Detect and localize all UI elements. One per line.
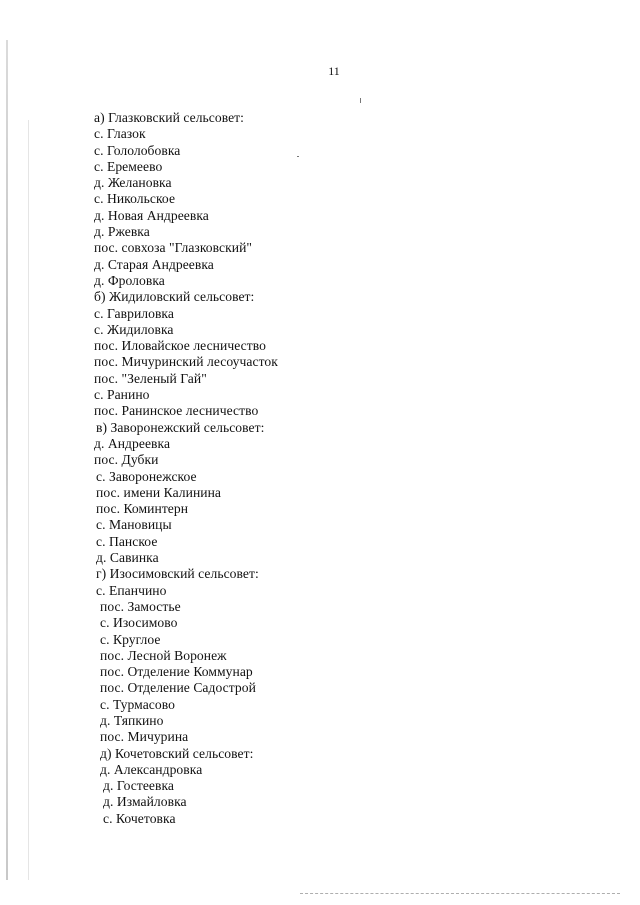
list-item: а) Глазковский сельсовет: bbox=[94, 110, 245, 125]
list-item: пос. Мичуринский лесоучасток bbox=[94, 354, 278, 370]
list-item: д. Новая Андреевка bbox=[94, 207, 209, 223]
page-number: 11 bbox=[328, 64, 340, 78]
list-item: пос. Иловайское лесничество bbox=[94, 338, 266, 354]
list-item: с. Круглое bbox=[100, 631, 161, 647]
list-item: с. Никольское bbox=[94, 191, 176, 207]
list-item: д. Желановка bbox=[94, 175, 172, 191]
list-item: д. Фроловка bbox=[94, 272, 165, 288]
list-item: с. Еремеево bbox=[94, 158, 163, 174]
scan-speck bbox=[297, 156, 299, 157]
list-item: д) Кочетовский сельсовет: bbox=[100, 745, 254, 761]
list-item: с. Изосимово bbox=[100, 615, 178, 631]
list-item: пос. Дубки bbox=[94, 452, 159, 468]
list-item: с. Заворонежское bbox=[96, 468, 197, 484]
list-item: в) Заворонежский сельсовет: bbox=[96, 419, 265, 435]
list-item: с. Ранино bbox=[94, 387, 150, 403]
list-item: г) Изосимовский сельсовет: bbox=[96, 566, 259, 582]
scan-edge-line bbox=[28, 120, 29, 880]
list-item: д. Измайловка bbox=[103, 794, 187, 810]
scan-edge-shadow bbox=[6, 40, 8, 880]
list-item: с. Глазок bbox=[94, 126, 146, 142]
list-item: б) Жидиловский сельсовет: bbox=[94, 289, 255, 305]
list-item: пос. Ранинское лесничество bbox=[94, 403, 259, 419]
list-item: пос. Коминтерн bbox=[96, 501, 189, 517]
list-item: д. Ржевка bbox=[94, 224, 150, 240]
list-item: д. Гостеевка bbox=[103, 778, 175, 794]
list-item: с. Панское bbox=[96, 533, 158, 549]
list-item: с. Турмасово bbox=[100, 696, 175, 712]
list-item: с. Мановицы bbox=[96, 517, 172, 533]
list-item: пос. "Зеленый Гай" bbox=[94, 370, 207, 386]
list-item: с. Епанчино bbox=[96, 582, 167, 598]
list-item: д. Андреевка bbox=[94, 435, 171, 451]
scan-speck bbox=[360, 98, 361, 103]
list-item: с. Жидиловка bbox=[94, 321, 174, 337]
list-item: пос. Лесной Воронеж bbox=[100, 647, 227, 663]
list-item: с. Гололобовка bbox=[94, 142, 181, 158]
list-item: с. Гавриловка bbox=[94, 305, 174, 321]
list-item: пос. Отделение Садострой bbox=[100, 680, 256, 696]
list-item: пос. имени Калинина bbox=[96, 484, 222, 500]
list-item: д. Савинка bbox=[96, 550, 159, 566]
list-item: д. Александровка bbox=[100, 761, 203, 777]
list-item: с. Кочетовка bbox=[103, 810, 176, 826]
list-item: пос. Отделение Коммунар bbox=[100, 664, 253, 680]
scan-bottom-dashes bbox=[300, 893, 620, 896]
list-item: пос. Замостье bbox=[100, 598, 181, 614]
list-item: д. Тяпкино bbox=[100, 712, 164, 728]
list-item: пос. совхоза "Глазковский" bbox=[94, 240, 253, 256]
settlement-list bbox=[94, 110, 278, 827]
list-item: пос. Мичурина bbox=[100, 729, 189, 745]
list-item: д. Старая Андреевка bbox=[94, 256, 214, 272]
